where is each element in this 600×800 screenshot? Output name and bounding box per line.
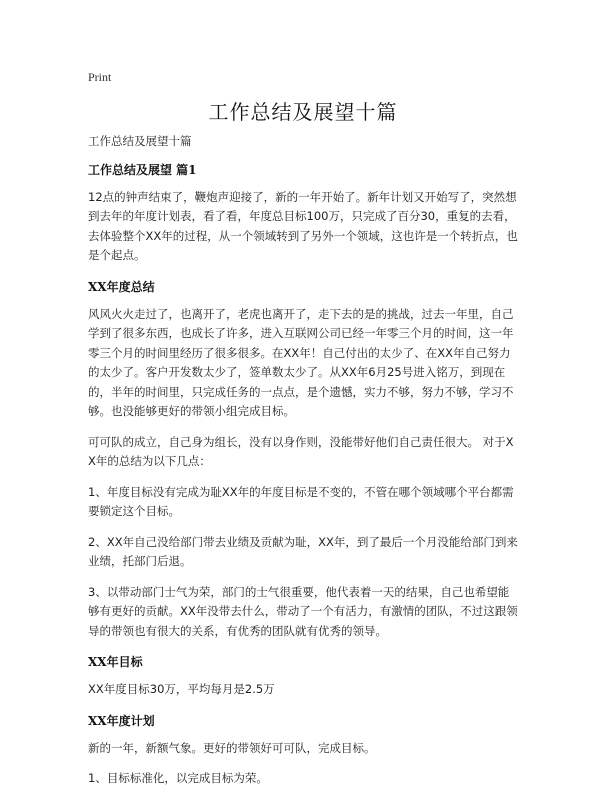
section-2-paragraph-5: 3、以带动部门士气为荣，部门的士气很重要，他代表着一天的结果，自己也希望能够有更好的贡献。XX年没带去什么，带动了一个有活力，有激情的团队，不过这跟领导的带领也有很大的关系，有优秀的团队就有优秀的领导。 [88, 584, 518, 638]
section-heading-2: XX年度总结 [88, 279, 155, 294]
print-label: Print [88, 70, 112, 84]
section-heading-1: 工作总结及展望 篇1 [88, 162, 197, 177]
document-body [88, 132, 518, 800]
section-4-paragraph-2: 1、目标标准化，以完成目标为荣。 [88, 771, 268, 785]
section-4-paragraph-1: 新的一年，新额气象。更好的带领好可可队，完成目标。 [88, 740, 376, 755]
page-title: 工作总结及展望十篇 [208, 100, 398, 124]
document-subtitle: 工作总结及展望十篇 [88, 134, 192, 148]
section-2-paragraph-2: 可可队的成立，自己身为组长，没有以身作则，没能带好他们自己责任很大。 对于XX年的总结为以下几点： [88, 434, 514, 468]
section-1-paragraph: 12点的钟声结束了，鞭炮声迎接了，新的一年开始了。新年计划又开始写了，突然想到去年的年度计划表，看了看，年度总目标100万，只完成了百分30，重复的去看，去体验整个XX年的过程，从一个领域转到了另外一个领域，这也许是一个转折点，也是个起点。 [88, 189, 518, 262]
section-2-paragraph-1: 风风火火走过了，也离开了，老虎也离开了，走下去的是的挑战，过去一年里，自己学到了很多东西，也成长了许多，进入互联网公司已经一年零三个月的时间，这一年零三个月的时间里经历了很多很多。在XX年！自己付出的太少了、在XX年自己努力的太少了。客户开发数太少了，签单数太少了。从XX年6月25号进入铭万，到现在的，半年的时间里，只完成任务的一点点，是个遗憾，实力不够，努力不够，学习不够。也没能够更好的带领小组完成目标。 [88, 306, 514, 418]
section-3-paragraph: XX年度目标30万，平均每月是2.5万 [88, 682, 275, 696]
section-heading-4: XX年度计划 [88, 713, 155, 728]
section-2-paragraph-3: 1、年度目标没有完成为耻XX年的年度目标是不变的，不管在哪个领域哪个平台都需要锁定这个目标。 [88, 484, 514, 518]
section-2-paragraph-4: 2、XX年自己没给部门带去业绩及贡献为耻，XX年，到了最后一个月没能给部门到来业绩，托部门后退。 [88, 534, 518, 568]
section-heading-3: XX年目标 [88, 655, 143, 669]
